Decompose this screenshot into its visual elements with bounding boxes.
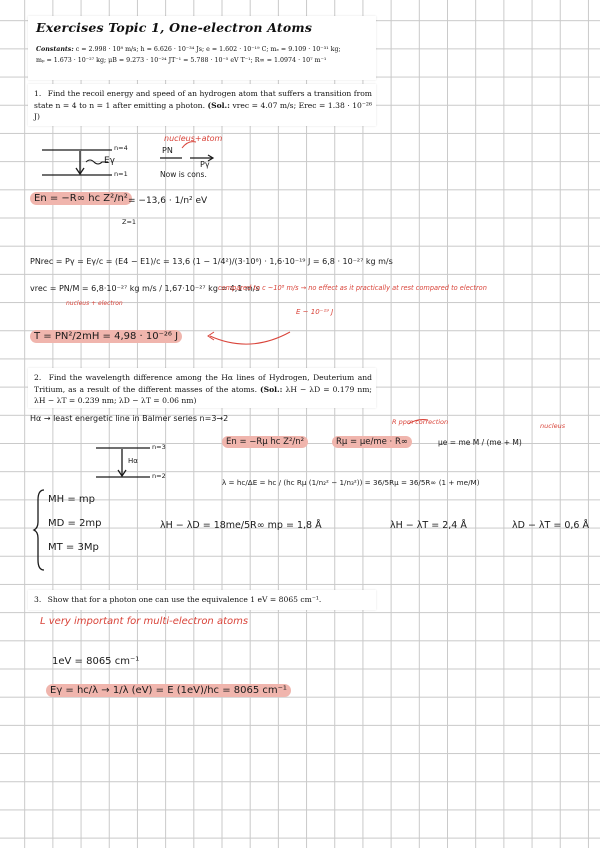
hw-ex1-level-n1: n=1: [114, 170, 128, 178]
hw-ex2-diff-ht: λH − λT = 2,4 Å: [390, 520, 467, 531]
solution-text: λH − λD = 0.179 nm; λH − λT = 0.239 nm; λD − λT = 0.06 nm): [34, 384, 372, 405]
hw-ex1-now-cons: Now is cons.: [160, 170, 207, 179]
solution-label: (Sol.:: [260, 384, 283, 394]
hw-ex1-nucleus-label: nucleus+atom: [164, 134, 223, 143]
exercise-text: Show that for a photon one can use the equivalence 1 eV = 8065 cm⁻¹.: [47, 595, 322, 604]
hw-ex2-mass-h: MH = mp: [48, 494, 95, 505]
hw-ex2-mass-t: MT = 3Mp: [48, 542, 99, 553]
solution-label: (Sol.:: [207, 100, 230, 110]
hw-ex1-momentum: PNrec = Pγ = Eγ/c = (E4 − E1)/c = 13,6 (1 − 1/4²)/(3·10⁸) · 1,6·10⁻¹⁹ J = 6,8 · 10⁻²⁷ kg m/s: [30, 257, 393, 266]
hw-ex1-photon: Eγ: [104, 156, 116, 166]
hw-ex1-pn: PN: [162, 146, 173, 155]
exercise-number: 2.: [34, 373, 42, 382]
hw-ex2-correction: R ppm correction: [392, 418, 449, 426]
hw-ex1-energy-formula: En = −R∞ hc Z²/n²: [30, 192, 132, 205]
hw-ex2-level-n2: n=2: [152, 472, 166, 480]
hw-ex2-level-n3: n=3: [152, 443, 166, 451]
hw-ex1-level-n4: n=4: [114, 144, 128, 152]
hw-ex1-velocity-note: compared to c ~10⁸ m/s → no effect as it practically at rest compared to electron: [218, 284, 487, 292]
exercise-text: Find the wavelength difference among the Hα lines of Hydrogen, Deuterium and Tritium, as a result of the different masses of the atoms.: [34, 373, 372, 394]
hw-ex1-energy-value: = −13,6 · 1/n² eV: [128, 196, 208, 206]
hw-ex2-diff-hd: λH − λD = 18me/5R∞ mp = 1,8 Å: [160, 520, 322, 531]
constants-line-2: mₚ = 1.673 · 10⁻²⁷ kg; μB = 9.273 · 10⁻²⁴ JT⁻¹ = 5.788 · 10⁻⁵ eV T⁻¹; R∞ = 1.0974 · 10⁷ m⁻¹: [36, 57, 327, 64]
hw-ex2-energy-formula: En = −Rμ hc Z²/n²: [222, 436, 308, 448]
hw-ex1-compare-note: E ~ 10⁻¹⁹ J: [296, 308, 334, 316]
constants-line-1: c = 2.998 · 10⁸ m/s; h = 6.626 · 10⁻³⁴ Js; e = 1.602 · 10⁻¹⁹ C; mₑ = 9.109 · 10⁻³¹ kg;: [75, 46, 341, 53]
hw-ex3-equivalence: 1eV = 8065 cm⁻¹: [52, 656, 140, 667]
solution-text: vrec = 4.07 m/s; Erec = 1.38 · 10⁻²⁶ J): [34, 100, 372, 121]
hw-ex2-rmu: Rμ = μe/me · R∞: [332, 436, 412, 448]
exercise-number: 3.: [34, 595, 42, 604]
hw-ex1-py: Pγ: [200, 160, 210, 169]
hw-ex2-lambda: λ = hc/ΔE = hc / (hc Rμ (1/n₂² − 1/n₃²)) = 36/5Rμ = 36/5R∞ (1 + me/M): [222, 478, 480, 487]
exercise-text: Find the recoil energy and speed of an hydrogen atom that suffers a transition from state n = 4 to n = 1 after emitting a photon.: [34, 89, 372, 110]
constants-label: Constants:: [36, 46, 74, 53]
hw-ex2-nucleus-label: nucleus: [540, 422, 566, 430]
hw-ex1-legend: nucleus + electron: [66, 300, 123, 307]
hw-ex2-line-label: Hα: [128, 457, 138, 465]
exercise-number: 1.: [34, 89, 42, 98]
hw-ex2-mass-d: MD = 2mp: [48, 518, 102, 529]
hw-ex3-formula: Eγ = hc/λ → 1/λ (eV) = E (1eV)/hc = 8065 cm⁻¹: [46, 684, 291, 697]
page-title: Exercises Topic 1, One-electron Atoms: [36, 20, 313, 35]
hw-ex2-mu: μe = me M / (me + M): [438, 438, 522, 447]
hw-ex2-intro: Hα → least energetic line in Balmer series n=3→2: [30, 414, 229, 423]
hw-ex1-velocity: vrec = PN/M = 6,8·10⁻²⁷ kg m/s / 1,67·10⁻²⁷ kg = 4,1 m/s: [30, 284, 260, 293]
hw-ex1-recoil: T = PN²/2mH = 4,98 · 10⁻²⁶ J: [30, 330, 182, 343]
hw-ex2-diff-dt: λD − λT = 0,6 Å: [512, 520, 589, 531]
hw-ex1-z-note: Z=1: [122, 218, 137, 226]
hw-ex3-note: L very important for multi-electron atoms: [40, 616, 249, 627]
